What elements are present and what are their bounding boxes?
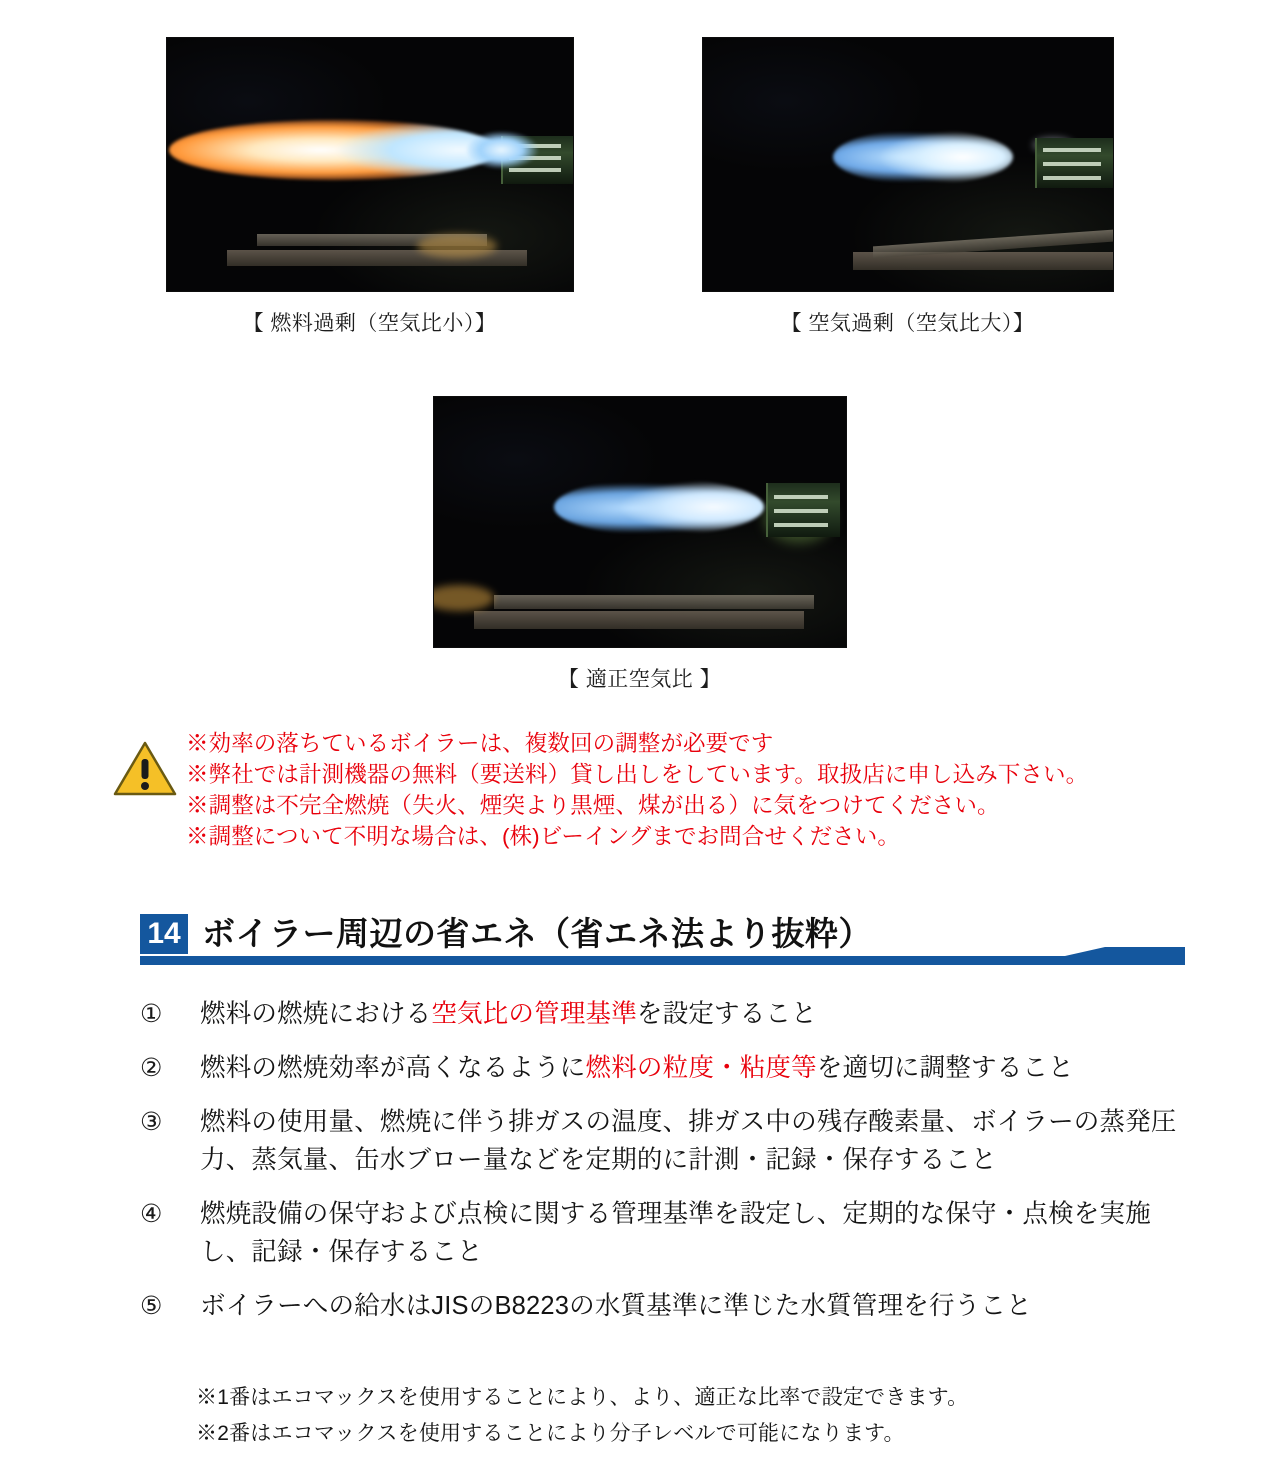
section-title: ボイラー周辺の省エネ（省エネ法より抜粋） [202,915,872,952]
text-segment: 燃焼設備の保守および点検に関する管理基準を設定し、定期的な保守・点検を実施し、記録・保存すること [200,1200,1151,1266]
flame-root [467,130,553,170]
nozzle-stripe [1043,176,1101,180]
text-segment: を適切に調整すること [816,1054,1074,1082]
nozzle-stripe [774,523,828,527]
burner-nozzle [766,483,840,537]
highlighted-segment: 燃料の粒度・粘度等 [585,1054,817,1082]
list-item-marker: ④ [140,1200,163,1228]
warm-glow [417,234,497,258]
list-item-text [200,1287,1032,1325]
photo-row-bottom [0,397,1279,693]
footnotes [196,1380,968,1452]
list-item [140,1195,1200,1271]
list-item-marker: ② [140,1054,163,1082]
text-segment: 燃料の使用量、燃焼に伴う排ガスの温度、排ガス中の残存酸素量、ボイラーの蒸発圧力、蒸気量、缶水ブロー量などを定期的に計測・記録・保存すること [200,1108,1177,1174]
warning-line: ※効率の落ちているボイラーは、複数回の調整が必要です [186,731,774,756]
photo-caption: 【 空気過剰（空気比大）】 [780,312,1035,335]
list-item [140,995,1200,1033]
text-segment: 燃料の燃焼効率が高くなるように [200,1054,586,1082]
nozzle-stripe [774,509,828,513]
burner-flame-air-excess-image [703,38,1113,291]
list-item [140,1287,1200,1325]
footnote-line: ※1番はエコマックスを使用することにより、より、適正な比率で設定できます。 [196,1386,969,1409]
burner-flame-fuel-excess-image [167,38,573,291]
bench-top [494,595,814,609]
section-heading [140,908,1185,960]
photo-row-top [0,38,1279,337]
list-item [140,1049,1200,1087]
section-number-badge: 14 [140,914,188,954]
burner-nozzle [1035,138,1113,188]
list-item-marker: ③ [140,1108,163,1136]
warning-line: ※調整は不完全燃焼（失火、煙突より黒煙、煤が出る）に気をつけてください。 [186,793,1000,818]
nozzle-stripe [774,495,828,499]
photo-caption: 【 適正空気比 】 [557,668,722,691]
text-segment: ボイラーへの給水はJISのB8223の水質基準に準じた水質管理を行うこと [200,1292,1032,1320]
list-item-marker: ⑤ [140,1292,163,1320]
warning-block [112,728,1088,852]
highlighted-segment: 空気比の管理基準 [431,1000,637,1028]
warning-text [186,728,1088,852]
photo-block-air-excess [703,38,1113,337]
warning-triangle-icon [112,740,178,798]
flame-body [169,120,499,180]
bench-edge [474,611,804,629]
requirements-list [140,995,1200,1341]
warning-line: ※調整について不明な場合は、(株)ビーイングまでお問合せください。 [186,824,900,849]
photo-block-proper-ratio [434,397,846,693]
flame-body [554,479,764,535]
list-item-text [200,1049,1074,1087]
nozzle-stripe [1043,148,1101,152]
list-item-text [200,1103,1185,1179]
burner-flame-proper-ratio-image [434,397,846,647]
warning-line: ※弊社では計測機器の無料（要送料）貸し出しをしています。取扱店に申し込み下さい。 [186,762,1089,787]
list-item-text [200,1195,1185,1271]
photo-block-fuel-excess [167,38,573,337]
footnote-line: ※2番はエコマックスを使用することにより分子レベルで可能になります。 [196,1422,905,1445]
text-segment: 燃料の燃焼における [200,1000,432,1028]
list-item [140,1103,1200,1179]
section-underline [140,956,1185,965]
list-item-text [200,995,817,1033]
nozzle-stripe [1043,162,1101,166]
flame-body [833,130,1013,184]
photo-caption: 【 燃料過剰（空気比小）】 [242,312,497,335]
text-segment: を設定すること [636,1000,817,1028]
list-item-marker: ① [140,1000,163,1028]
